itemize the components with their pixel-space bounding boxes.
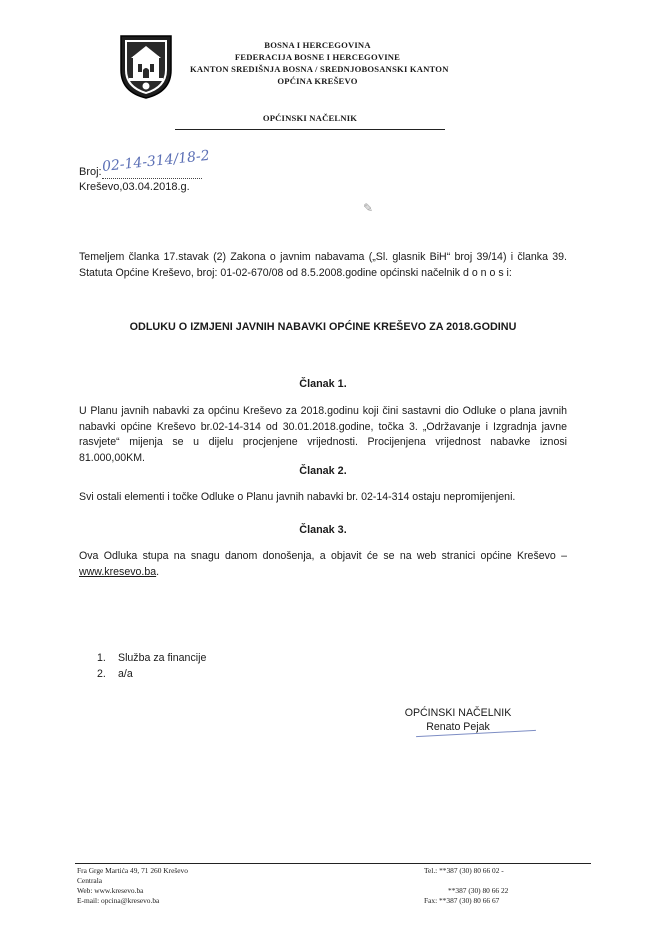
footer-centrala: Centrala xyxy=(77,876,103,885)
list-item-label: Služba za financije xyxy=(118,652,207,664)
article-3-heading: Članak 3. xyxy=(299,524,347,536)
list-item-number: 2. xyxy=(97,668,106,680)
signature-block xyxy=(398,706,518,734)
article-2-heading: Članak 2. xyxy=(299,465,347,477)
article-1-heading: Članak 1. xyxy=(299,378,347,390)
footer-divider xyxy=(75,863,591,864)
header-canton: KANTON SREDIŠNJA BOSNA / SREDNJOBOSANSKI KANTON xyxy=(190,64,449,74)
footer-tel2: **387 (30) 80 66 22 xyxy=(448,886,509,895)
list-item xyxy=(97,666,206,682)
footer-tel: Tel.: **387 (30) 80 66 02 - xyxy=(424,866,504,875)
signature-title: OPĆINSKI NAČELNIK xyxy=(404,707,512,719)
reference-number-handwritten: 02-14-314/18-2 xyxy=(101,147,211,175)
intro-paragraph: Temeljem članka 17.stavak (2) Zakona o javnim nabavama („Sl. glasnik BiH“ broj 39/14) i članka 39. Statuta Općine Kreševo, broj: 01-02-670/08 od 8.5.2008.godine općinski načelnik d o n o s i: xyxy=(79,251,567,279)
article-2-text: Svi ostali elementi i točke Odluke o Planu javnih nabavki br. 02-14-314 ostaju nepromijenjeni. xyxy=(79,491,516,503)
footer-email: E-mail: opcina@kresevo.ba xyxy=(77,896,160,905)
list-item-number: 1. xyxy=(97,652,106,664)
footer-web: Web: www.kresevo.ba xyxy=(77,886,144,895)
decision-title: ODLUKU O IZMJENI JAVNIH NABAVKI OPĆINE KREŠEVO ZA 2018.GODINU xyxy=(129,321,517,333)
header-country: BOSNA I HERCEGOVINA xyxy=(264,40,371,50)
place-and-date: Kreševo,03.04.2018.g. xyxy=(79,181,190,193)
reference-dotted-line xyxy=(102,178,202,179)
footer-fax: Fax: **387 (30) 80 66 67 xyxy=(424,896,500,905)
header-divider xyxy=(175,129,445,130)
article-3-text: Ova Odluka stupa na snagu danom donošenja, a objavit će se na web stranici općine Kreševo – xyxy=(79,550,567,562)
footer-contact-right xyxy=(424,866,554,906)
distribution-list xyxy=(97,650,206,682)
article-3-paragraph xyxy=(79,549,567,580)
article-3-period: . xyxy=(156,565,160,578)
footer-address: Fra Grge Martića 49, 71 260 Kreševo xyxy=(77,866,188,875)
header-federation: FEDERACIJA BOSNE I HERCEGOVINE xyxy=(234,52,401,62)
article-1-text: U Planu javnih nabavki za općinu Kreševo za 2018.godinu koji čini sastavni dio Odluke o plana javnih nabavki općine Kreševo br.02-14-314 od 30.01.2018.godine, točka 3. „Održavanje i Izgradnja javne rasvjete“ mijenja se u dijelu procjenjene vrijednosti. Procijenjena vrijednost nabavke iznosi 81.000,00KM. xyxy=(79,405,567,464)
list-item-label: a/a xyxy=(118,668,133,680)
website-link[interactable]: www.kresevo.ba xyxy=(79,565,157,578)
scan-mark-icon: ✎ xyxy=(363,201,374,215)
header-office: OPĆINSKI NAČELNIK xyxy=(262,113,358,123)
list-item xyxy=(97,650,206,666)
municipality-crest-icon xyxy=(119,34,173,100)
footer-contact-left xyxy=(77,866,257,906)
signature-name: Renato Pejak xyxy=(426,721,490,733)
reference-label: Broj: xyxy=(79,166,102,178)
header-municipality: OPĆINA KREŠEVO xyxy=(277,76,358,86)
